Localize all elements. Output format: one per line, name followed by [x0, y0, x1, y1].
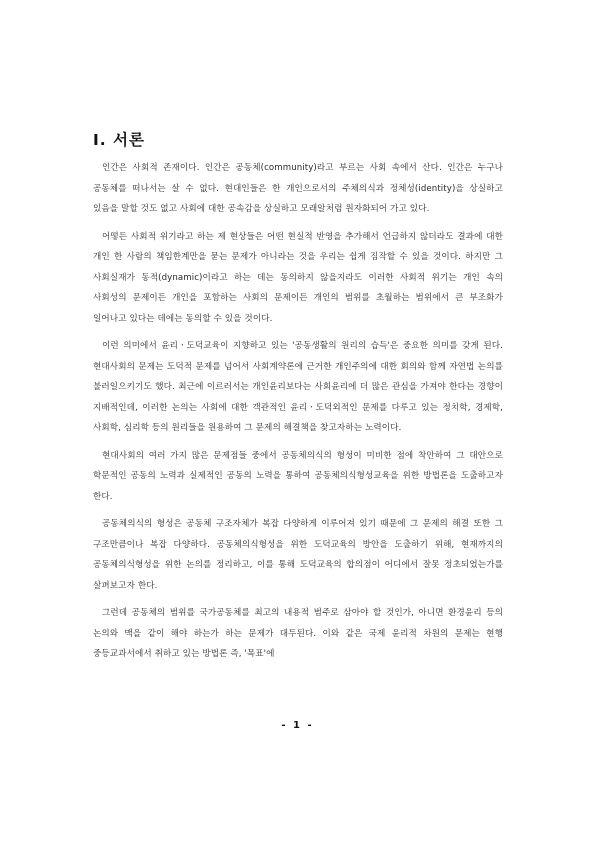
paragraph-6: 그런데 공동체의 범위를 국가공동체를 최고의 내용적 범주로 삼아야 할 것인가, 아니면 환경윤리 등의 논의와 맥을 같이 해야 하는가 하는 문제가 대두된다. 이와 같은 국제 윤리적 차원의 문제는 현행 중등교과서에서 취하고 있는 방법론 즉, '목표'에 — [93, 608, 503, 659]
paragraph-4: 현대사회의 여러 가지 많은 문제점들 중에서 공동체의식의 형성이 미비한 점에 착안하여 그 대안으로 학문적인 공동의 노력과 실제적인 공동의 노력을 통하여 공동체의식형성교육을 위한 방법론을 도출하고자 한다. — [93, 450, 503, 502]
section-heading: Ⅰ. 서론 — [93, 131, 145, 149]
body-text — [93, 158, 503, 672]
paragraph-5: 공동체의식의 형성은 공동체 구조자체가 복잡 다양하게 이루어져 있기 때문에 그 문제의 해결 또한 그 구조만큼이나 복잡 다양하다. 공동체의식형성을 위한 도덕교육의 방안을 도출하기 위해, 현재까지의 공동체의식형성을 위한 논의를 정리하고, 이를 통해 도덕교육의 합의점이 어디에서 잘못 정초되었는가를 살펴보고자 한다. — [93, 519, 503, 591]
paragraph-1: 인간은 사회적 존재이다. 인간은 공동체(community)라고 부르는 사회 속에서 산다. 인간은 누구나 공동체를 떠나서는 살 수 없다. 현대인들은 한 개인으로서의 주체의식과 정체성(identity)을 상실하고 있음을 말할 것도 없고 사회에 대한 공속감을 상실하고 모래알처럼 원자화되어 가고 있다. — [93, 163, 503, 214]
page-number: - 1 - — [281, 720, 314, 731]
paragraph-2: 어떻든 사회적 위기라고 하는 제 현상들은 어떤 현실적 반영을 추가해서 언급하지 않더라도 결과에 대한 개인 한 사람의 책임한계만을 묻는 문제가 아니라는 것을 우리는 쉽게 짐작할 수 있을 것이다. 하지만 그 사회실재가 동적(dynamic)이라고 하는 데는 동의하지 않을지라도 이러한 사회적 위기는 개인 속의 사회성의 문제이든 개인을 포함하는 사회의 문제이든 개인의 범위를 초월하는 범위에서 큰 부조화가 일어나고 있다는 데에는 동의할 수 있을 것이다. — [93, 231, 503, 324]
paragraph-3: 이런 의미에서 윤리ㆍ도덕교육이 지향하고 있는 '공동생활의 원리의 습득'은 중요한 의미를 갖게 된다. 현대사회의 문제는 도덕적 문제를 넘어서 사회계약론에 근거한 개인주의에 대한 회의와 함께 자연법 논의를 불러일으키기도 했다. 최근에 이르러서는 개인윤리보다는 사회윤리에 더 많은 관심을 가져야 한다는 경향이 지배적인데, 이러한 논의는 사회에 대한 객관적인 윤리ㆍ도덕외적인 문제를 다루고 있는 정치학, 경제학, 사회학, 심리학 등의 원리들을 원용하여 그 문제의 해결책을 찾고자하는 노력이다. — [93, 341, 503, 433]
